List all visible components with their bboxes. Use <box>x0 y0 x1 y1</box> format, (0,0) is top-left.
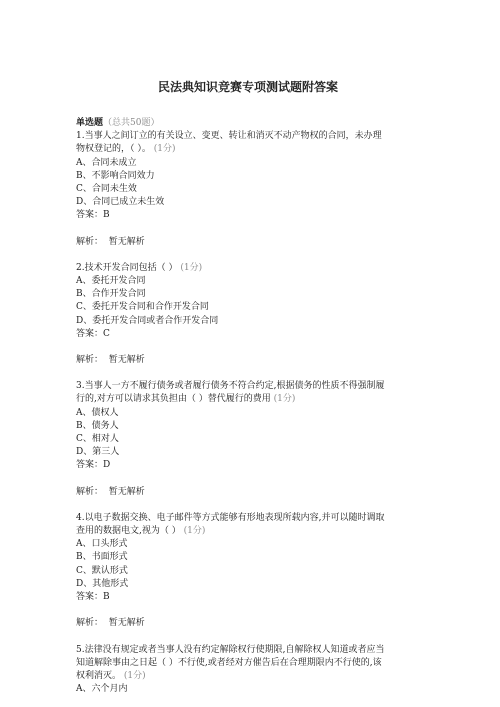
option: B、合作开发合同 <box>76 289 146 300</box>
option: A、口头形式 <box>76 539 128 550</box>
question-score: (1分) <box>123 670 146 681</box>
question-text: 5.法律没有规定或者当事人没有约定解除权行使期限,自解除权人知道或者应当 <box>76 644 385 655</box>
question-text: 权利消灭。 <box>76 670 122 681</box>
spacer <box>76 499 420 512</box>
question-text: 2.技术开发合同包括（ ） <box>76 262 178 273</box>
question-text-line <box>76 644 420 657</box>
question-text-line <box>76 380 420 393</box>
option: C、默认形式 <box>76 565 128 576</box>
question-text-line <box>76 657 420 670</box>
spacer <box>76 341 420 354</box>
question-5 <box>76 644 420 697</box>
question-text: 行的,对方可以请求其负担由（ ）替代履行的费用 <box>76 394 271 405</box>
question-text: 4.以电子数据交换、电子邮件等方式能够有形地表现所载内容,并可以随时调取 <box>76 512 385 523</box>
analysis: 解析： 暂无解析 <box>76 355 145 366</box>
question-text-line <box>76 670 420 683</box>
question-3 <box>76 380 420 512</box>
question-text-line <box>76 130 420 143</box>
question-score: (1分) <box>273 394 296 405</box>
question-text: 3.当事人一方不履行债务或者履行债务不符合约定,根据债务的性质不得强制履 <box>76 381 385 392</box>
option: C、合同未生效 <box>76 184 137 195</box>
question-2 <box>76 262 420 380</box>
option: A、合同未成立 <box>76 157 137 168</box>
spacer <box>76 473 420 486</box>
question-score: (1分) <box>180 262 203 273</box>
question-text-line <box>76 512 420 525</box>
question-1 <box>76 130 420 262</box>
section-header <box>76 117 420 130</box>
question-text-line <box>76 262 420 275</box>
option: A、债权人 <box>76 407 119 418</box>
answer: 答案：C <box>76 328 110 339</box>
analysis: 解析： 暂无解析 <box>76 618 145 629</box>
question-text-line <box>76 393 420 406</box>
option: C、相对人 <box>76 434 119 445</box>
option: D、其他形式 <box>76 578 129 589</box>
option: A、六个月内 <box>76 684 128 695</box>
question-text: 物权登记的，（ ）。 <box>76 144 151 155</box>
spacer <box>76 631 420 644</box>
option: C、委托开发合同和合作开发合同 <box>76 302 209 313</box>
section-note: （总共50题） <box>103 118 160 128</box>
question-4 <box>76 512 420 644</box>
option: D、第三人 <box>76 447 120 458</box>
option: A、委托开发合同 <box>76 276 146 287</box>
analysis: 解析： 暂无解析 <box>76 236 145 247</box>
answer: 答案：B <box>76 592 110 603</box>
option: B、书面形式 <box>76 552 128 563</box>
spacer <box>76 604 420 617</box>
answer: 答案：D <box>76 460 111 471</box>
section-label: 单选题 <box>76 118 104 128</box>
answer: 答案：B <box>76 210 110 221</box>
document-title: 民法典知识竞赛专项测试题附答案 <box>157 80 338 94</box>
question-score: (1分) <box>183 526 206 537</box>
question-text: 知道解除事由之日起（ ）不行使,或者经对方催告后在合理期限内不行使的,该 <box>76 657 382 668</box>
question-score: (1分) <box>153 144 176 155</box>
analysis: 解析： 暂无解析 <box>76 486 145 497</box>
question-text: 1.当事人之间订立的有关设立、变更、转让和消灭不动产物权的合同，未办理 <box>76 131 382 142</box>
question-list <box>76 130 420 696</box>
option: B、债务人 <box>76 420 119 431</box>
spacer <box>76 223 420 236</box>
question-text-line <box>76 525 420 538</box>
option: D、委托开发合同或者合作开发合同 <box>76 315 219 326</box>
spacer <box>76 249 420 262</box>
option: D、合同已成立未生效 <box>76 197 165 208</box>
question-text-line <box>76 143 420 156</box>
option: B、不影响合同效力 <box>76 170 155 181</box>
spacer <box>76 367 420 380</box>
question-text: 查用的数据电文,视为（ ） <box>76 526 181 537</box>
